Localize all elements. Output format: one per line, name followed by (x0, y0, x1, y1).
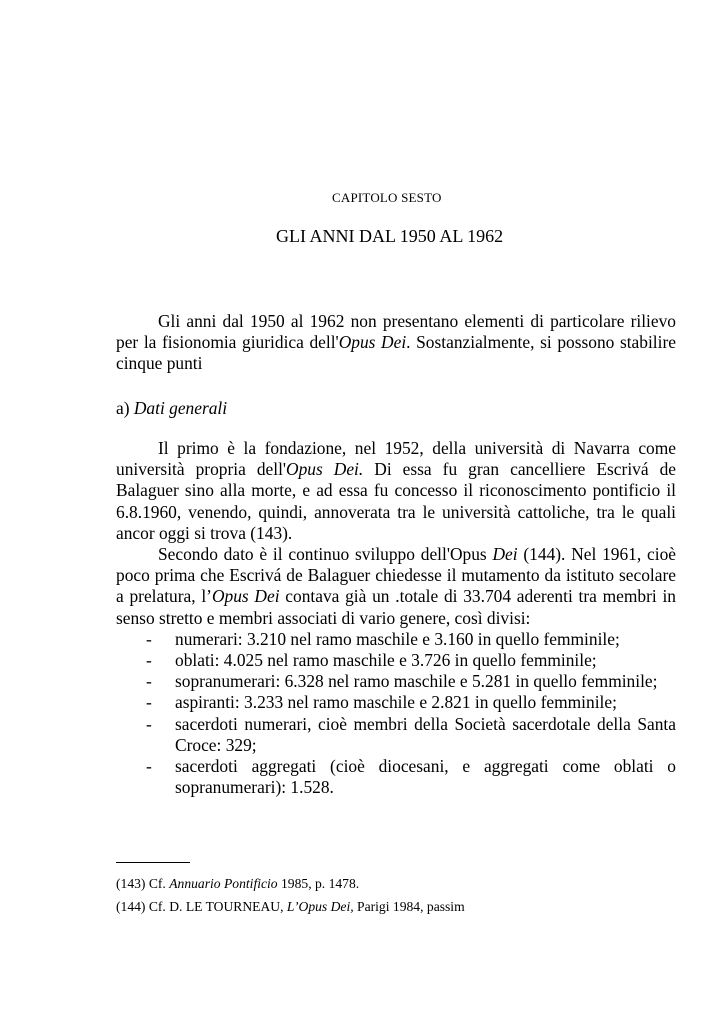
para2-text-1: Secondo dato è il continuo sviluppo dell'Opus (158, 544, 493, 565)
para1-text-1: Il primo è la fondazione, nel 1952, della università di Navarra come università propria dell' (116, 438, 676, 480)
intro-paragraph (116, 311, 676, 375)
footnote-143 (116, 876, 359, 892)
chapter-label: CAPITOLO SESTO (332, 190, 442, 205)
footnote-text: 1985, p. 1478. (277, 876, 360, 891)
list-dash: - (146, 713, 152, 734)
chapter-title: GLI ANNI DAL 1950 AL 1962 (276, 226, 504, 246)
footnote-text: (144) Cf. D. LE TOURNEAU, (116, 899, 287, 914)
footnote-italic: L’Opus Dei, (286, 899, 354, 914)
list-dash: - (146, 650, 152, 671)
section-a-title: Dati generali (133, 398, 228, 418)
list-item-text: sopranumerari: 6.328 nel ramo maschile e 5.281 in quello femminile; (175, 671, 658, 692)
list-dash: - (146, 671, 152, 692)
list-item-text: sacerdoti numerari, cioè membri della Società sacerdotale della Santa Croce: 329; (175, 713, 676, 755)
para1-text-2: Di essa fu gran cancelliere Escrivá de Balaguer sino alla morte, e ad essa fu concesso il riconoscimento pontificio il 6.8.1960, venendo, quindi, annoverata tra le università cattoliche, tra le quali ancor oggi si trova (143). (116, 459, 676, 543)
paragraph-development (116, 544, 676, 629)
list-item-text: aspiranti: 3.233 nel ramo maschile e 2.821 in quello femminile; (175, 692, 617, 713)
footnote-italic: Annuario Pontificio (169, 876, 278, 891)
para2-italic-2: Opus Dei (211, 586, 280, 607)
main-text-block (116, 438, 676, 798)
intro-text-2: . Sostanzialmente, si possono stabilire cinque punti (116, 332, 676, 374)
list-item (116, 756, 676, 798)
footnote-144 (116, 899, 465, 915)
list-dash: - (146, 756, 152, 777)
list-dash: - (146, 628, 152, 649)
footnote-separator (116, 862, 190, 863)
list-item-text: oblati: 4.025 nel ramo maschile e 3.726 in quello femminile; (175, 650, 597, 671)
list-item (116, 692, 676, 713)
list-dash: - (146, 692, 152, 713)
list-item (116, 714, 676, 756)
list-item-text: sacerdoti aggregati (cioè diocesani, e aggregati come oblati o sopranumerari): 1.528. (175, 756, 676, 798)
intro-italic-1: Opus Dei (338, 332, 407, 353)
intro-text-1: Gli anni dal 1950 al 1962 non presentano elementi di particolare rilievo per la fisionomia giuridica dell' (116, 311, 676, 353)
list-item (116, 671, 676, 692)
para1-italic-1: Opus Dei. (286, 459, 364, 480)
list-item-text: numerari: 3.210 nel ramo maschile e 3.160 in quello femminile; (175, 628, 620, 649)
section-a-heading-block (116, 398, 676, 419)
section-a-heading (116, 398, 676, 419)
membership-list (116, 629, 676, 799)
intro-paragraph-block (116, 311, 676, 375)
footnote-text: Parigi 1984, passim (353, 899, 465, 914)
list-item (116, 650, 676, 671)
list-item (116, 629, 676, 650)
para2-text-3: contava già un .totale di 33.704 aderenti tra membri in senso stretto e membri associati di vario genere, così divisi: (116, 586, 676, 628)
para2-italic-1: Dei (492, 544, 518, 565)
paragraph-university (116, 438, 676, 544)
footnote-text: (143) Cf. (116, 876, 170, 891)
section-a-prefix: a) (116, 398, 134, 418)
para2-text-2: (144). Nel 1961, cioè poco prima che Escrivá de Balaguer chiedesse il mutamento da istituto secolare a prelatura, l’ (116, 544, 676, 607)
